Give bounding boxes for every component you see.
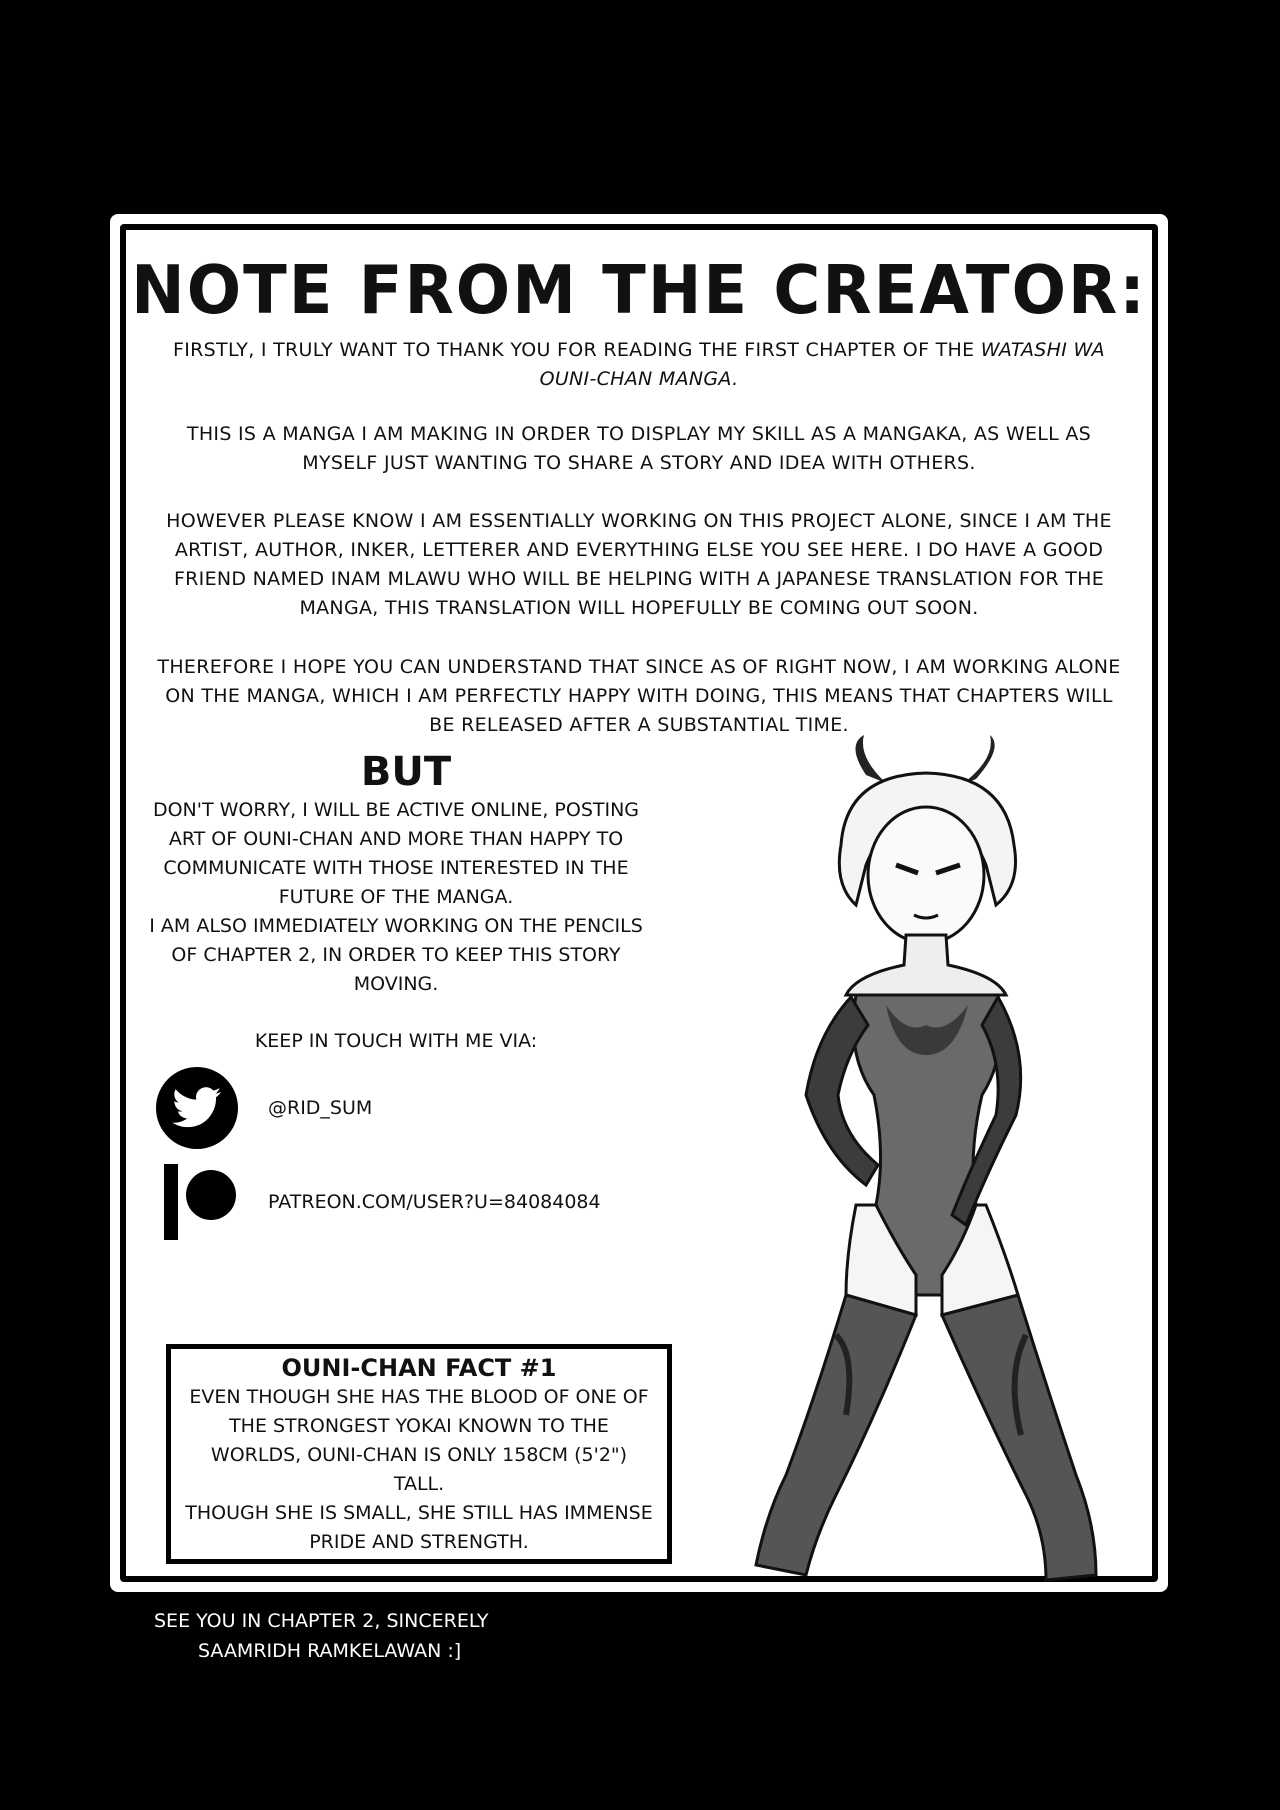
online-activity-text-1: DON'T WORRY, I WILL BE ACTIVE ONLINE, POSTING ART OF OUNI-CHAN AND MORE THAN HAPPY TO COMMUNICATE WITH THOSE INTERESTED IN THE FUTURE OF THE MANGA. xyxy=(152,799,640,908)
page-title: NOTE FROM THE CREATOR: xyxy=(131,252,1147,330)
keep-in-touch-label: KEEP IN TOUCH WITH ME VIA: xyxy=(254,1030,538,1052)
twitter-row[interactable] xyxy=(156,1066,372,1150)
manga-title: WATASHI WA OUNI-CHAN MANGA. xyxy=(539,339,1105,390)
fact-box-body-1: EVEN THOUGH SHE HAS THE BLOOD OF ONE OF THE STRONGEST YOKAI KNOWN TO THE WORLDS, OUNI-CHAN IS ONLY 158CM (5'2") TALL. xyxy=(189,1386,649,1495)
sign-off-line-1: SEE YOU IN CHAPTER 2, SINCERELY xyxy=(154,1610,489,1632)
paragraph-release-schedule: THEREFORE I HOPE YOU CAN UNDERSTAND THAT SINCE AS OF RIGHT NOW, I AM WORKING ALONE ON THE MANGA, WHICH I AM PERFECTLY HAPPY WITH DOING, THIS MEANS THAT CHAPTERS WILL BE RELEASED AFTER A SUBSTANTIAL TIME. xyxy=(157,656,1121,736)
paragraph-thanks xyxy=(156,336,1122,394)
online-activity-text-2: I AM ALSO IMMEDIATELY WORKING ON THE PENCILS OF CHAPTER 2, IN ORDER TO KEEP THIS STORY MOVING. xyxy=(149,915,643,995)
online-activity-text xyxy=(146,796,646,999)
panel-border xyxy=(120,224,1158,1582)
paragraph-solo-work: HOWEVER PLEASE KNOW I AM ESSENTIALLY WORKING ON THIS PROJECT ALONE, SINCE I AM THE ARTIST, AUTHOR, INKER, LETTERER AND EVERYTHING ELSE YOU SEE HERE. I DO HAVE A GOOD FRIEND NAMED INAM MLAWU WHO WILL BE HELPING WITH A JAPANESE TRANSLATION FOR THE MANGA, THIS TRANSLATION WILL HOPEFULLY BE COMING OUT SOON. xyxy=(166,510,1112,619)
fact-box-title: OUNI-CHAN FACT #1 xyxy=(281,1354,557,1382)
patreon-row[interactable] xyxy=(156,1160,601,1244)
patreon-icon[interactable] xyxy=(156,1160,238,1244)
note-panel xyxy=(110,214,1168,1592)
character-illustration xyxy=(746,735,1166,1595)
patreon-url[interactable]: PATREON.COM/USER?U=84084084 xyxy=(268,1191,601,1213)
fact-box-body-2: THOUGH SHE IS SMALL, SHE STILL HAS IMMENSE PRIDE AND STRENGTH. xyxy=(185,1502,653,1553)
twitter-icon[interactable] xyxy=(156,1067,238,1149)
paragraph-thanks-text: FIRSTLY, I TRULY WANT TO THANK YOU FOR READING THE FIRST CHAPTER OF THE xyxy=(173,339,975,361)
sign-off-line-2: SAAMRIDH RAMKELAWAN :] xyxy=(198,1640,462,1662)
fact-box xyxy=(166,1344,672,1564)
paragraph-purpose: THIS IS A MANGA I AM MAKING IN ORDER TO DISPLAY MY SKILL AS A MANGAKA, AS WELL AS MYSELF JUST WANTING TO SHARE A STORY AND IDEA WITH OTHERS. xyxy=(186,423,1092,474)
patreon-icon-circle xyxy=(186,1170,236,1220)
sign-off xyxy=(154,1606,489,1666)
patreon-icon-bar xyxy=(164,1164,178,1240)
but-heading: BUT xyxy=(360,749,452,795)
twitter-handle[interactable]: @RID_SUM xyxy=(268,1097,373,1119)
